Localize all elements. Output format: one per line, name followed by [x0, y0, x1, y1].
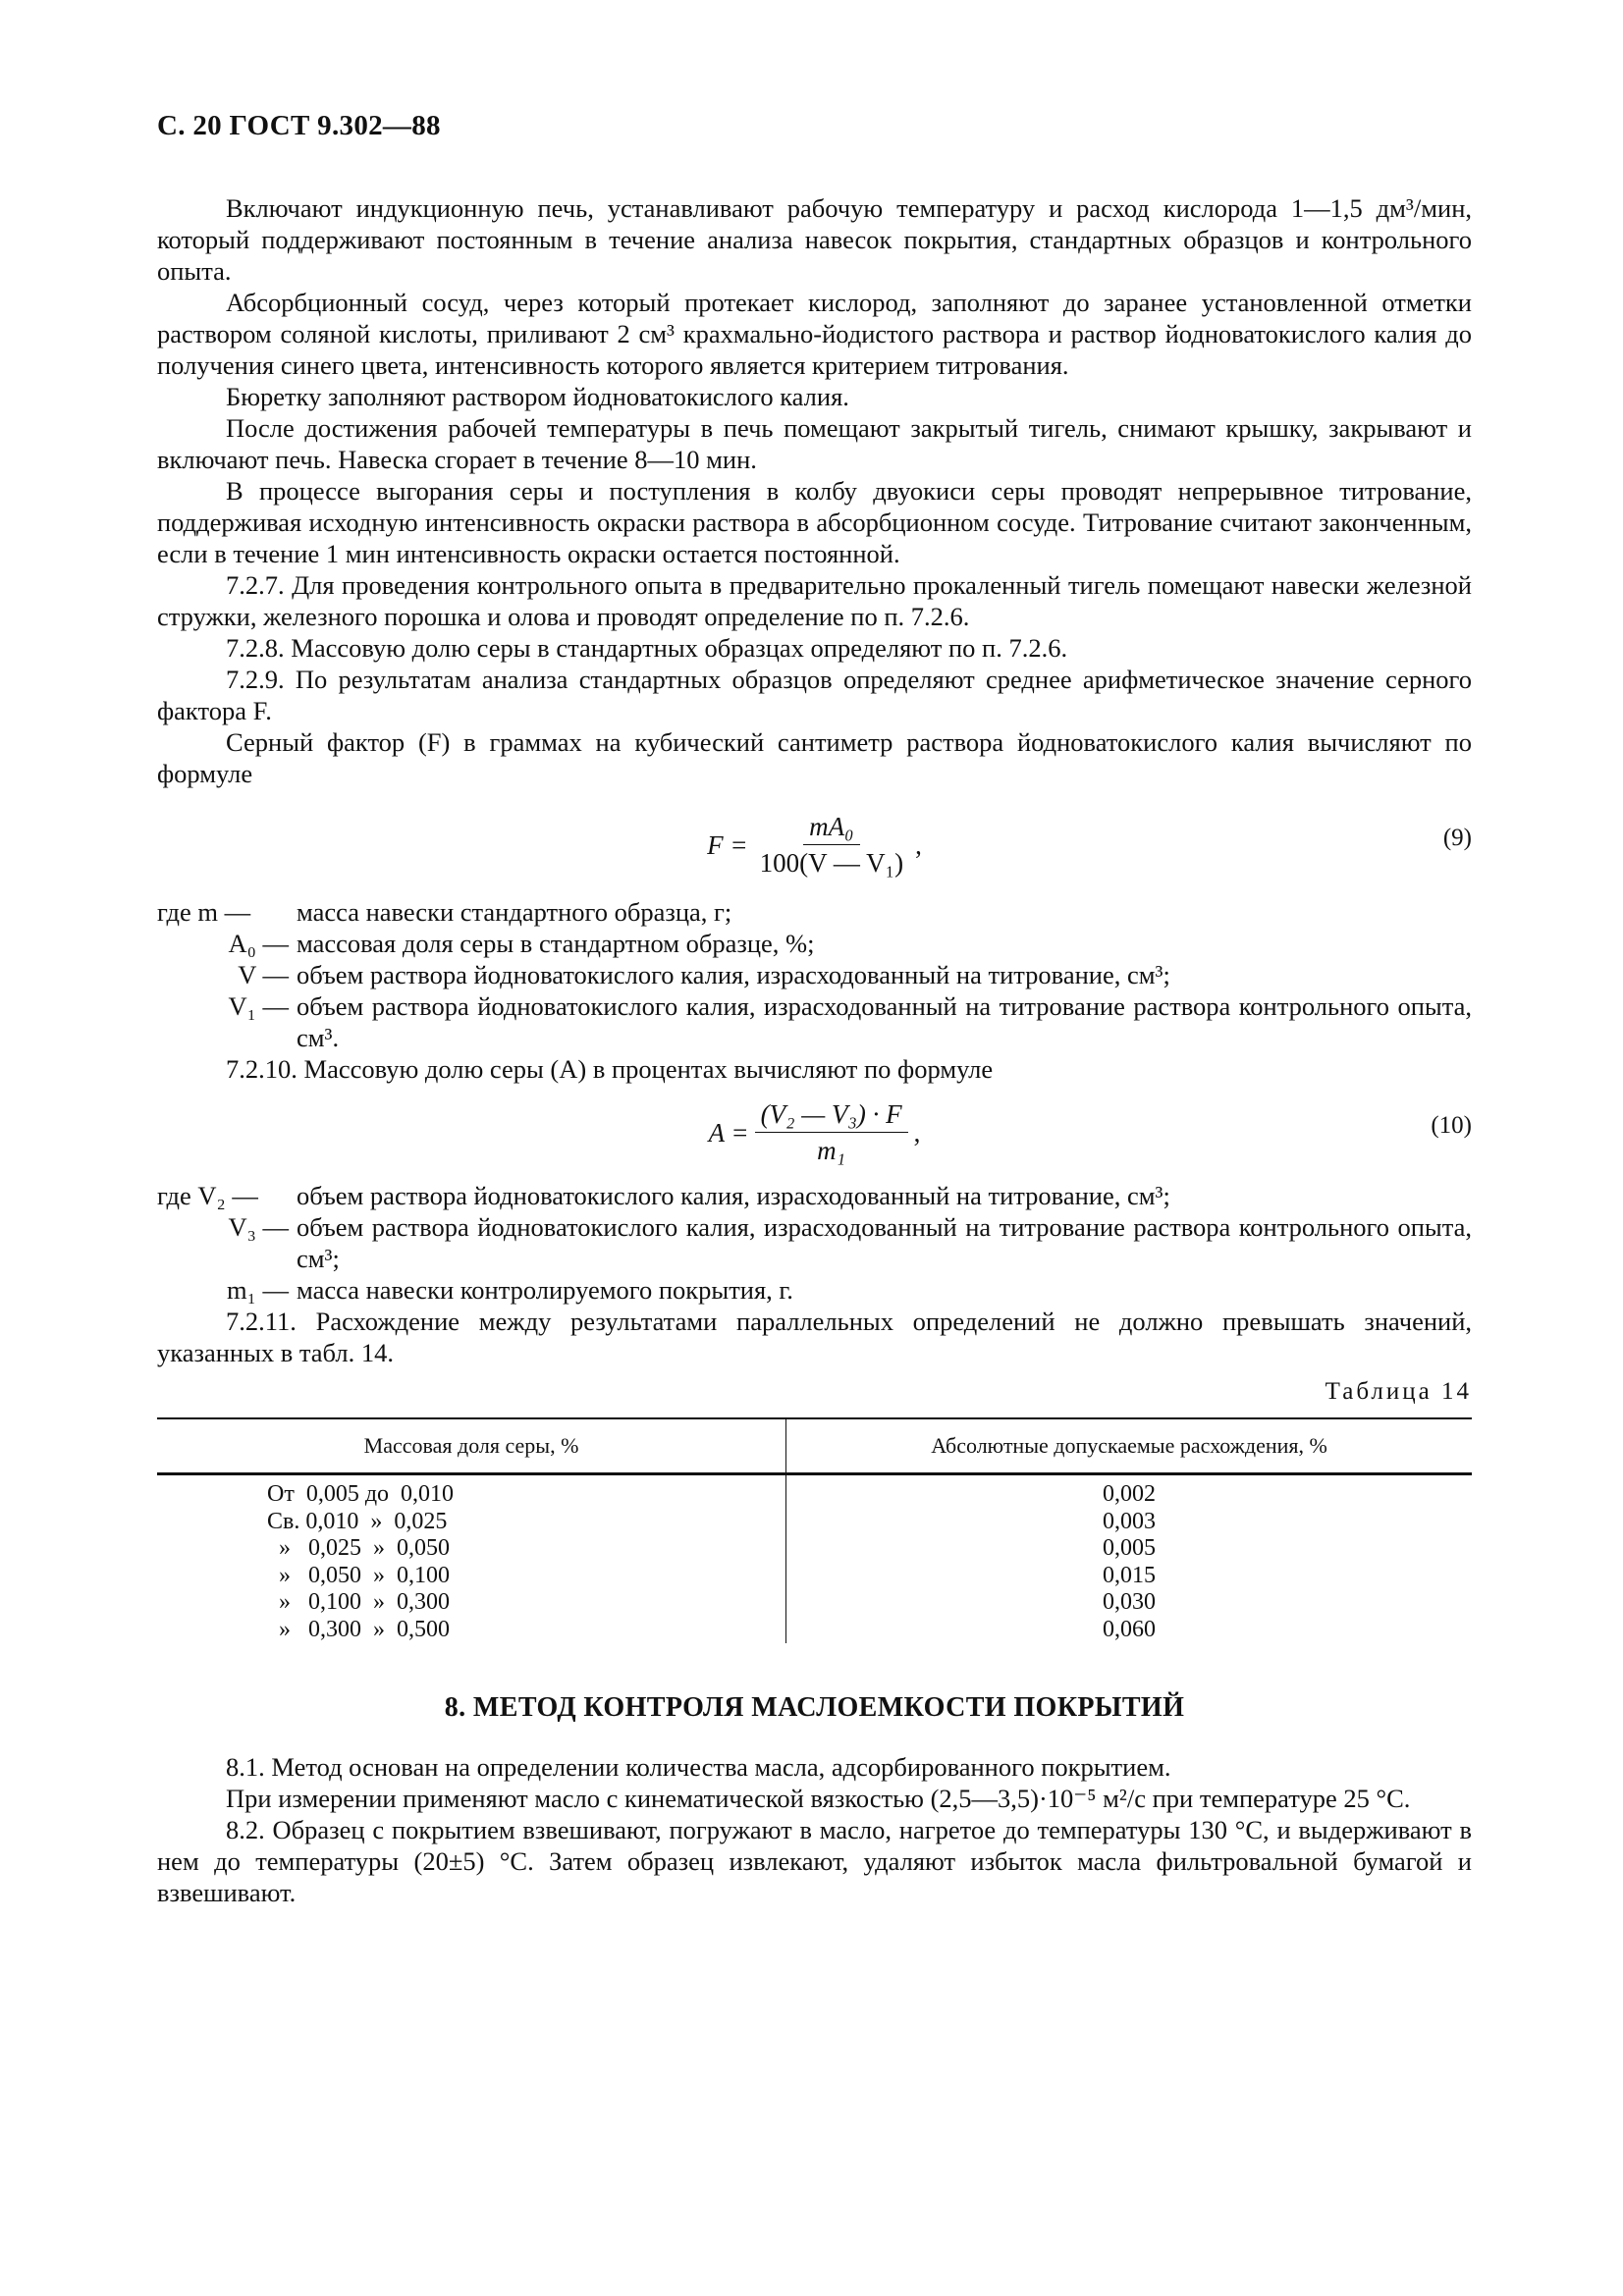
definition-text: объем раствора йодноватокислого калия, израсходованный на титрование, см³; [297, 960, 1170, 989]
table-row [157, 1589, 1472, 1617]
range-value: » 0,050 » 0,100 [267, 1562, 450, 1588]
table-cell [157, 1535, 786, 1563]
formula-fraction [755, 1098, 908, 1166]
table-row [157, 1509, 1472, 1536]
definition-symbol: A₀ — [228, 929, 289, 958]
definition-row [157, 1180, 1472, 1211]
paragraph-8-1: 8.1. Метод основан на определении количества масла, адсорбированного покрытием. [226, 1752, 1171, 1782]
table-cell: 0,060 [1103, 1616, 1157, 1642]
table-row [157, 1617, 1472, 1644]
formula-denominator: 100(V — V₁) [759, 848, 904, 878]
paragraph: Серный фактор (F) в граммах на кубический сантиметр раствора йодноватокислого калия вычисляют по формуле [157, 727, 1472, 788]
definition-symbol: m₁ — [227, 1275, 289, 1305]
range-value: » 0,300 » 0,500 [267, 1616, 450, 1642]
table-row [157, 1474, 1472, 1509]
definition-row [157, 928, 1472, 959]
formula-number: (9) [1442, 825, 1472, 851]
document-body [157, 192, 1472, 1908]
table-row [157, 1563, 1472, 1590]
formula-10 [157, 1098, 1472, 1166]
definition-text: объем раствора йодноватокислого калия, израсходованный на титрование раствора контрольного опыта, см³; [297, 1212, 1472, 1273]
range-value: От 0,005 до 0,010 [267, 1481, 455, 1507]
paragraph: При измерении применяют масло с кинематической вязкостью (2,5—3,5)·10⁻⁵ м²/с при температуре 25 °С. [226, 1784, 1411, 1813]
paragraph: Включают индукционную печь, устанавливают рабочую температуру и расход кислорода 1—1,5 дм³/мин, который поддерживают постоянным в течение анализа навесок покрытия, стандартных образцов и контрольного опыта. [157, 193, 1472, 286]
formula-number: (10) [1431, 1112, 1472, 1139]
paragraph: В процессе выгорания серы и поступления в колбу двуокиси серы проводят непрерывное титрование, поддерживая исходную интенсивность окраски раствора в абсорбционном сосуде. Титрование считают законченным, если в течение 1 мин интенсивность окраски остается постоянной. [157, 476, 1472, 568]
range-value: Св. 0,010 » 0,025 [267, 1508, 448, 1534]
definition-text: масса навески стандартного образца, г; [297, 897, 732, 927]
paragraph-8-2: 8.2. Образец с покрытием взвешивают, погружают в масло, нагретое до температуры 130 °С, и выдерживают в нем до температуры (20±5) °С. Затем образец извлекают, удаляют избыток масла фильтровальной бумагой и взвешивают. [157, 1815, 1472, 1907]
section-title: 8. МЕТОД КОНТРОЛЯ МАСЛОЕМКОСТИ ПОКРЫТИЙ [444, 1692, 1185, 1723]
formula-tail: , [915, 829, 922, 860]
column-header: Абсолютные допускаемые расхождения, % [786, 1418, 1472, 1474]
definition-text: массовая доля серы в стандартном образце, %; [297, 929, 815, 958]
paragraph: Бюретку заполняют раствором йодноватокислого калия. [226, 382, 849, 411]
formula-fraction [754, 811, 909, 879]
formula-numerator: mA₀ [803, 811, 859, 845]
paragraph: После достижения рабочей температуры в печь помещают закрытый тигель, снимают крышку, закрывают и включают печь. Навеска сгорает в течение 8—10 мин. [157, 413, 1472, 474]
definition-symbol: где V₂ — [157, 1181, 258, 1210]
paragraph-7-2-8: 7.2.8. Массовую долю серы в стандартных образцах определяют по п. 7.2.6. [226, 633, 1068, 663]
range-value: » 0,025 » 0,050 [267, 1535, 450, 1561]
table-row [157, 1535, 1472, 1563]
range-value: » 0,100 » 0,300 [267, 1589, 450, 1615]
formula-tail: , [913, 1117, 921, 1148]
paragraph: Абсорбционный сосуд, через который протекает кислород, заполняют до заранее установленной отметки раствором соляной кислоты, приливают 2 см³ крахмально-йодистого раствора и раствор йодноватокислого калия до получения синего цвета, интенсивность которого является критерием титрования. [157, 288, 1472, 380]
table-cell: 0,030 [1103, 1589, 1157, 1615]
formula-denominator: m₁ [817, 1136, 846, 1165]
definition-text: объем раствора йодноватокислого калия, израсходованный на титрование раствора контрольного опыта, см³. [297, 991, 1472, 1052]
definition-row [157, 1274, 1472, 1306]
definition-text: объем раствора йодноватокислого калия, израсходованный на титрование, см³; [297, 1181, 1170, 1210]
table-caption: Таблица 14 [1325, 1378, 1472, 1405]
table-cell [157, 1509, 786, 1536]
table-cell: 0,005 [1103, 1535, 1157, 1561]
definition-symbol: V₃ — [228, 1212, 289, 1242]
definition-symbol: V — [238, 960, 289, 989]
table-cell [157, 1474, 786, 1509]
formula-9 [157, 811, 1472, 879]
formula-numerator: (V₂ — V₃) · F [755, 1098, 908, 1133]
table-cell [157, 1617, 786, 1644]
definition-row [157, 959, 1472, 990]
definition-text: масса навески контролируемого покрытия, г. [297, 1275, 793, 1305]
table-cell [157, 1589, 786, 1617]
definition-row [157, 896, 1472, 928]
table-cell: 0,003 [1103, 1508, 1157, 1534]
table-cell: 0,002 [1103, 1481, 1157, 1507]
formula-lhs: A = [708, 1117, 749, 1148]
definitions-9 [157, 896, 1472, 1053]
definition-row [157, 990, 1472, 1053]
definition-row [157, 1211, 1472, 1274]
column-header: Массовая доля серы, % [157, 1418, 786, 1474]
paragraph-7-2-7: 7.2.7. Для проведения контрольного опыта в предварительно прокаленный тигель помещают навески железной стружки, железного порошка и олова и проводят определение по п. 7.2.6. [157, 570, 1472, 631]
definition-symbol: где m — [157, 897, 251, 927]
paragraph-7-2-10: 7.2.10. Массовую долю серы (A) в процентах вычисляют по формуле [226, 1054, 994, 1084]
definition-symbol: V₁ — [228, 991, 289, 1021]
paragraph-7-2-11: 7.2.11. Расхождение между результатами параллельных определений не должно превышать значений, указанных в табл. 14. [157, 1307, 1472, 1367]
paragraph-7-2-9: 7.2.9. По результатам анализа стандартных образцов определяют среднее арифметическое значение серного фактора F. [157, 665, 1472, 725]
table-14 [157, 1417, 1472, 1643]
formula-lhs: F = [707, 829, 748, 860]
table-cell: 0,015 [1103, 1562, 1157, 1588]
table-cell [157, 1563, 786, 1590]
table-header-row [157, 1418, 1472, 1474]
definitions-10 [157, 1180, 1472, 1306]
page-header: С. 20 ГОСТ 9.302—88 [157, 110, 441, 141]
